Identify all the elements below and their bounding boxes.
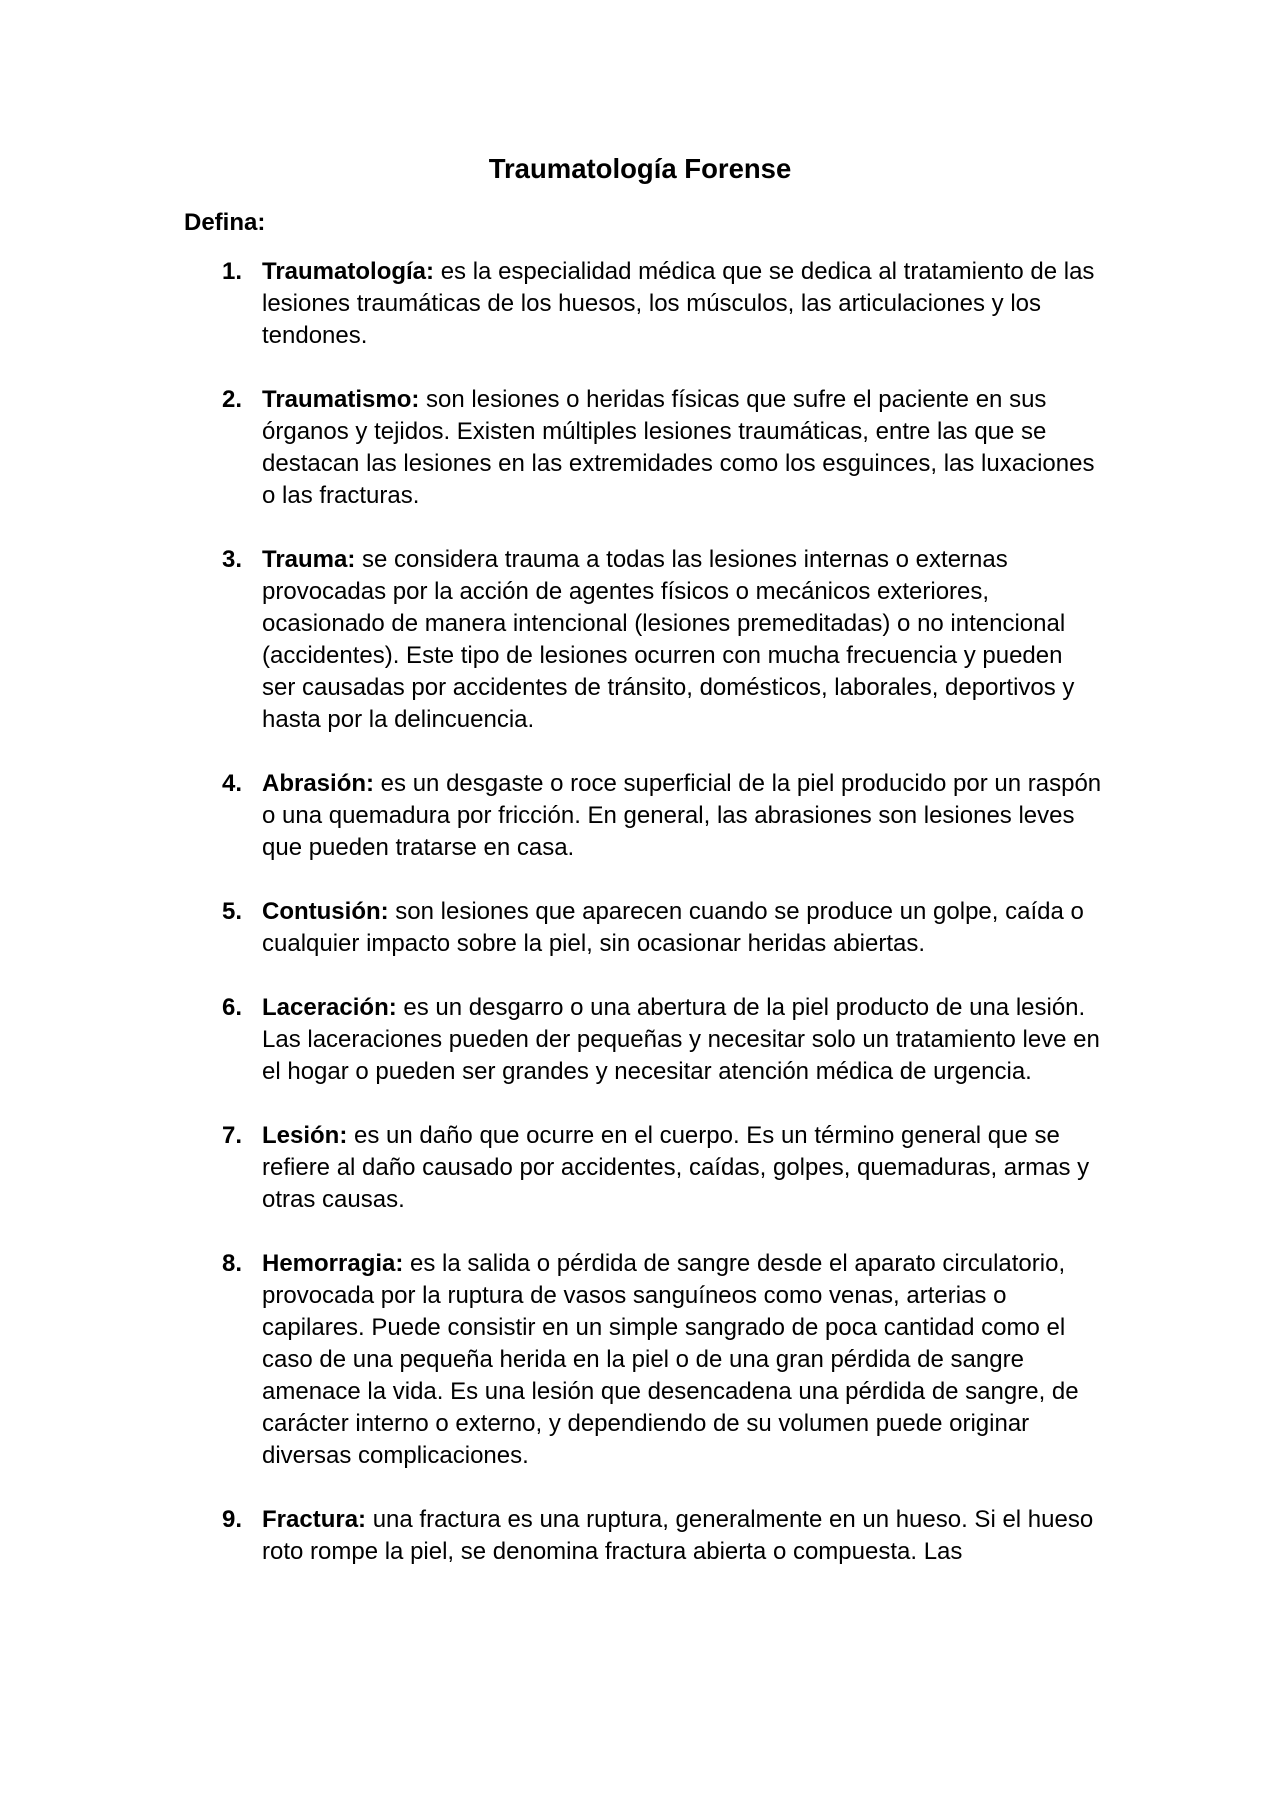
definition-item-6 [222, 992, 1102, 1088]
item-term: Laceración: [262, 994, 397, 1021]
definition-item-8 [222, 1248, 1102, 1472]
item-term: Trauma: [262, 546, 356, 573]
item-number: 9. [222, 1506, 243, 1533]
item-term: Abrasión: [262, 770, 375, 797]
item-number: 3. [222, 546, 243, 573]
item-term: Fractura: [262, 1506, 367, 1533]
item-text: es un daño que ocurre en el cuerpo. Es un término general que se refiere al daño causado por accidentes, caídas, golpes, quemaduras, armas y otras causas. [262, 1122, 1090, 1213]
item-text: una fractura es una ruptura, generalmente en un hueso. Si el hueso roto rompe la piel, se denomina fractura abierta o compuesta. Las [262, 1506, 1094, 1565]
definition-item-9 [222, 1504, 1102, 1568]
item-text: es la salida o pérdida de sangre desde el aparato circulatorio, provocada por la ruptura de vasos sanguíneos como venas, arterias o capilares. Puede consistir en un simple sangrado de poca cantidad como el caso de una pequeña herida en la piel o de una gran pérdida de sangre amenace la vida. Es una lesión que desencadena una pérdida de sangre, de carácter interno o externo, y dependiendo de su volumen puede originar diversas complicaciones. [262, 1250, 1079, 1469]
item-text: es un desgaste o roce superficial de la piel producido por un raspón o una quemadura por fricción. En general, las abrasiones son lesiones leves que pueden tratarse en casa. [262, 770, 1102, 861]
document-title: Traumatología Forense [488, 153, 792, 184]
item-number: 2. [222, 386, 243, 413]
item-term: Hemorragia: [262, 1250, 404, 1277]
definition-item-4 [222, 768, 1102, 864]
item-text: son lesiones o heridas físicas que sufre el paciente en sus órganos y tejidos. Existen múltiples lesiones traumáticas, entre las que se destacan las lesiones en las extremidades como los esguinces, las luxaciones o las fracturas. [262, 386, 1095, 509]
definition-item-1 [222, 256, 1102, 352]
item-term: Contusión: [262, 898, 389, 925]
definition-item-5 [222, 896, 1102, 960]
definitions-list [222, 256, 1102, 1600]
item-text: es un desgarro o una abertura de la piel producto de una lesión. Las laceraciones pueden der pequeñas y necesitar solo un tratamiento leve en el hogar o pueden ser grandes y necesitar atención médica de urgencia. [262, 994, 1100, 1085]
item-term: Traumatología: [262, 258, 435, 285]
item-number: 7. [222, 1122, 243, 1149]
item-number: 5. [222, 898, 243, 925]
definition-item-7 [222, 1120, 1102, 1216]
definition-item-3 [222, 544, 1102, 736]
definition-item-2 [222, 384, 1102, 512]
item-number: 1. [222, 258, 243, 285]
item-number: 4. [222, 770, 243, 797]
item-text: son lesiones que aparecen cuando se produce un golpe, caída o cualquier impacto sobre la piel, sin ocasionar heridas abiertas. [262, 898, 1084, 957]
item-number: 8. [222, 1250, 243, 1277]
intro-heading: Defina: [184, 209, 266, 236]
item-term: Lesión: [262, 1122, 348, 1149]
item-text: se considera trauma a todas las lesiones internas o externas provocadas por la acción de agentes físicos o mecánicos exteriores, ocasionado de manera intencional (lesiones premeditadas) o no intencional (accidentes). Este tipo de lesiones ocurren con mucha frecuencia y pueden ser causadas por accidentes de tránsito, domésticos, laborales, deportivos y hasta por la delincuencia. [262, 546, 1075, 733]
item-number: 6. [222, 994, 243, 1021]
item-term: Traumatismo: [262, 386, 420, 413]
item-text: es la especialidad médica que se dedica al tratamiento de las lesiones traumáticas de los huesos, los músculos, las articulaciones y los tendones. [262, 258, 1095, 349]
